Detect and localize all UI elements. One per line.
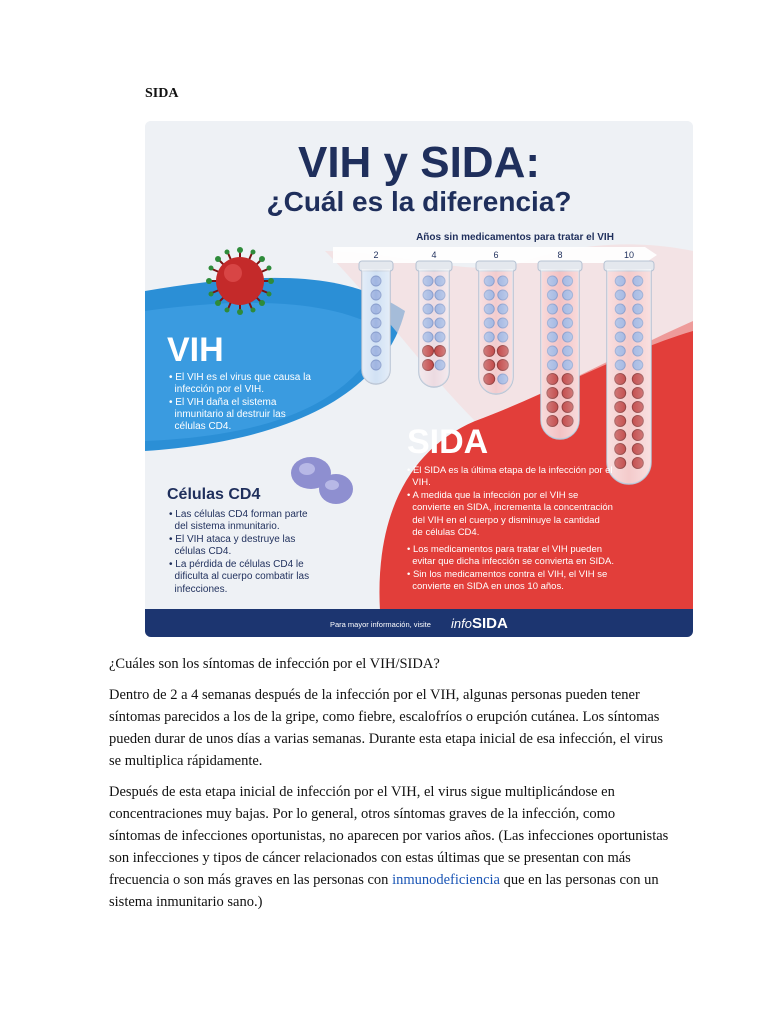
cd4-bullet-line: • El VIH ataca y destruye las (169, 534, 296, 545)
paragraph-text: Después de esta etapa inicial de infección por el VIH, el virus sigue multiplicándose en concentraciones muy bajas. Por lo general, otros síntomas graves de la infección, como síntomas de infecciones oportunistas, no aparecen por varios años. (Las infecciones oportunistas son infecciones y tipos de cáncer relacionados con estas últimas que se presentan con más frecuencia o son más graves en las personas con (109, 784, 669, 888)
virus-icon (206, 247, 274, 315)
year-label: 10 (623, 250, 635, 260)
test-tube (359, 261, 393, 384)
vih-bullet-line: inmunitario al destruir las (169, 409, 286, 420)
test-tube (476, 261, 516, 394)
cd4-bullet-line: • La pérdida de células CD4 le (169, 559, 304, 570)
cd4-bullet-line: infecciones. (169, 584, 228, 595)
paragraph-later-stage (109, 781, 669, 913)
sida-bullet-line: convierte en SIDA en unos 10 años. (407, 581, 564, 592)
sida-bullet-line: • Sin los medicamentos contra el VIH, el VIH se (407, 569, 608, 580)
vih-bullet-line: infección por el VIH. (169, 384, 265, 395)
test-tube (604, 261, 654, 484)
infosida-logo-sida: SIDA (472, 615, 508, 632)
year-label: 6 (493, 250, 499, 260)
sida-bullet-line: • Los medicamentos para tratar el VIH pueden (407, 544, 603, 555)
cd4-bullet-line: • Las células CD4 forman parte (169, 509, 308, 520)
sida-bullet-line: evitar que dicha infección se convierta en SIDA. (407, 556, 615, 567)
test-tube (538, 261, 582, 439)
section-heading: SIDA (145, 86, 179, 101)
year-label: 2 (373, 250, 379, 260)
cd4-bullet-line: células CD4. (169, 546, 232, 557)
timeline-label: Años sin medicamentos para tratar el VIH (416, 232, 614, 243)
year-label: 4 (431, 250, 437, 260)
cd4-bullet-line: dificulta al cuerpo combatir las (169, 571, 310, 582)
sida-bullet-line: convierte en SIDA, incrementa la concentración (407, 502, 613, 513)
cd4-bullet-line: del sistema inmunitario. (169, 521, 280, 532)
sida-bullet-line: del VIH en el cuerpo y disminuye la cantidad (407, 515, 600, 526)
immunodeficiency-link[interactable]: inmunodeficiencia (392, 872, 500, 888)
sida-bullet-line: VIH. (407, 477, 431, 488)
sida-bullet-line: • El SIDA es la última etapa de la infección por el (407, 465, 613, 476)
sida-bullet-line: de células CD4. (407, 527, 480, 538)
sida-heading: SIDA (407, 423, 489, 461)
footer-text: Para mayor información, visite (330, 620, 431, 629)
paragraph-text: que en las personas con un sistema inmunitario sano.) (109, 872, 659, 910)
vih-bullet-line: células CD4. (169, 421, 232, 432)
year-label: 8 (557, 250, 563, 260)
test-tube (416, 261, 452, 387)
vih-heading: VIH (167, 331, 224, 369)
infographic-subtitle: ¿Cuál es la diferencia? (266, 186, 572, 217)
vih-bullet-line: • El VIH daña el sistema (169, 397, 277, 408)
sida-bullet-line: • A medida que la infección por el VIH se (407, 490, 579, 501)
hiv-aids-infographic (145, 121, 693, 637)
paragraph-early-symptoms: Dentro de 2 a 4 semanas después de la infección por el VIH, algunas personas pueden tener síntomas parecidos a los de la gripe, como fiebre, escalofríos o erupción cutánea. Los síntomas pueden durar de unos días a varias semanas. Durante esta etapa inicial de esa infección, el virus se multiplica rápidamente. (109, 687, 664, 769)
infosida-logo-info: info (451, 616, 472, 631)
vih-bullet-line: • El VIH es el virus que causa la (169, 372, 311, 383)
symptoms-question: ¿Cuáles son los síntomas de infección por el VIH/SIDA? (109, 656, 440, 672)
cd4-heading: Células CD4 (167, 486, 261, 503)
infographic-title: VIH y SIDA: (297, 138, 541, 187)
